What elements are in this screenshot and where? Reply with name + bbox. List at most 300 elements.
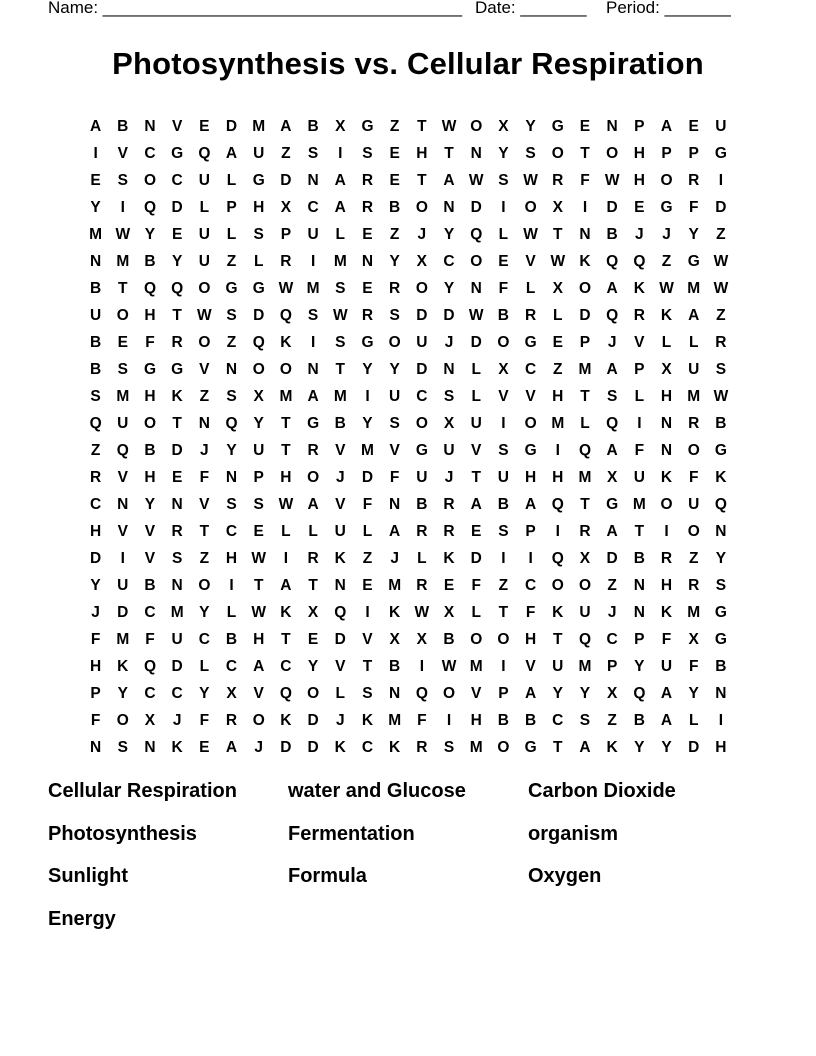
grid-letter[interactable]: O	[606, 145, 619, 162]
grid-letter[interactable]: N	[389, 685, 401, 702]
grid-letter[interactable]: V	[634, 334, 645, 351]
grid-letter[interactable]: H	[552, 388, 564, 405]
grid-letter[interactable]: Z	[226, 253, 237, 270]
grid-letter[interactable]: O	[497, 334, 510, 351]
grid-letter[interactable]: A	[334, 199, 346, 216]
grid-letter[interactable]: T	[172, 307, 182, 324]
grid-letter[interactable]: L	[688, 334, 699, 351]
grid-letter[interactable]: I	[338, 145, 343, 162]
grid-letter[interactable]: O	[687, 523, 700, 540]
grid-letter[interactable]: Y	[579, 685, 591, 702]
grid-letter[interactable]: Y	[688, 226, 699, 243]
grid-letter[interactable]: S	[389, 415, 400, 432]
grid-letter[interactable]: P	[226, 199, 237, 216]
grid-letter[interactable]: I	[310, 334, 316, 351]
grid-letter[interactable]: S	[498, 523, 509, 540]
grid-letter[interactable]: Z	[90, 442, 101, 459]
grid-letter[interactable]: R	[361, 172, 374, 189]
grid-letter[interactable]: I	[93, 145, 98, 162]
grid-letter[interactable]: D	[253, 307, 265, 324]
grid-letter[interactable]: L	[253, 253, 264, 270]
grid-letter[interactable]: O	[279, 361, 292, 378]
grid-letter[interactable]: Y	[307, 658, 319, 675]
grid-letter[interactable]: L	[471, 388, 481, 405]
grid-letter[interactable]: Q	[198, 145, 211, 162]
grid-letter[interactable]: O	[551, 577, 564, 594]
grid-letter[interactable]: O	[660, 496, 673, 513]
grid-letter[interactable]: A	[389, 523, 401, 540]
grid-letter[interactable]: I	[283, 550, 289, 567]
grid-letter[interactable]: U	[579, 604, 591, 621]
grid-letter[interactable]: G	[524, 442, 537, 459]
grid-letter[interactable]: W	[251, 604, 267, 621]
grid-letter[interactable]: B	[497, 712, 509, 729]
grid-letter[interactable]: D	[470, 334, 482, 351]
grid-letter[interactable]: O	[198, 334, 211, 351]
grid-letter[interactable]: V	[335, 658, 346, 675]
grid-letter[interactable]: L	[362, 523, 373, 540]
grid-letter[interactable]: T	[580, 496, 590, 513]
grid-letter[interactable]: B	[144, 442, 156, 459]
grid-letter[interactable]: V	[335, 442, 346, 459]
grid-letter[interactable]: P	[688, 145, 699, 162]
grid-letter[interactable]: F	[661, 631, 672, 648]
grid-letter[interactable]: U	[633, 469, 645, 486]
grid-letter[interactable]: S	[117, 172, 128, 189]
grid-letter[interactable]: L	[226, 226, 237, 243]
grid-letter[interactable]: X	[335, 118, 346, 135]
grid-letter[interactable]: C	[225, 523, 238, 540]
grid-letter[interactable]: F	[199, 712, 210, 729]
grid-letter[interactable]: K	[715, 469, 727, 486]
grid-letter[interactable]: F	[525, 604, 536, 621]
grid-letter[interactable]: H	[89, 658, 102, 675]
grid-letter[interactable]: R	[389, 280, 401, 297]
grid-letter[interactable]: I	[365, 388, 370, 405]
grid-letter[interactable]: C	[307, 199, 319, 216]
grid-letter[interactable]: I	[555, 442, 560, 459]
grid-letter[interactable]: S	[335, 280, 346, 297]
grid-letter[interactable]: O	[551, 145, 564, 162]
grid-letter[interactable]: Q	[116, 442, 129, 459]
grid-letter[interactable]: F	[145, 334, 155, 351]
grid-letter[interactable]: A	[606, 523, 618, 540]
grid-letter[interactable]: S	[606, 388, 618, 405]
grid-letter[interactable]: G	[687, 253, 700, 270]
grid-letter[interactable]: R	[443, 496, 455, 513]
grid-letter[interactable]: O	[198, 280, 211, 297]
grid-letter[interactable]: S	[525, 145, 536, 162]
grid-letter[interactable]: N	[307, 361, 319, 378]
grid-letter[interactable]: O	[388, 334, 401, 351]
grid-letter[interactable]: G	[714, 442, 727, 459]
grid-letter[interactable]: M	[687, 280, 701, 297]
grid-letter[interactable]: S	[362, 685, 373, 702]
grid-letter[interactable]: Q	[143, 280, 156, 297]
grid-letter[interactable]: A	[280, 118, 292, 135]
grid-letter[interactable]: U	[198, 253, 210, 270]
grid-letter[interactable]: B	[606, 226, 618, 243]
grid-letter[interactable]: D	[606, 550, 618, 567]
grid-letter[interactable]: H	[470, 712, 482, 729]
grid-letter[interactable]: F	[634, 442, 645, 459]
grid-letter[interactable]: U	[715, 118, 727, 135]
grid-letter[interactable]: Y	[552, 685, 563, 702]
grid-letter[interactable]: B	[307, 118, 319, 135]
grid-letter[interactable]: E	[579, 118, 591, 135]
grid-letter[interactable]: Q	[143, 658, 156, 675]
grid-letter[interactable]: Z	[226, 334, 237, 351]
grid-letter[interactable]: Z	[607, 712, 617, 729]
grid-letter[interactable]: L	[335, 685, 346, 702]
grid-letter[interactable]: I	[501, 199, 506, 216]
grid-letter[interactable]: N	[660, 442, 673, 459]
grid-letter[interactable]: M	[578, 658, 592, 675]
grid-letter[interactable]: P	[280, 226, 292, 243]
grid-letter[interactable]: Y	[117, 685, 128, 702]
grid-letter[interactable]: N	[443, 361, 455, 378]
grid-letter[interactable]: N	[660, 415, 673, 432]
grid-letter[interactable]: Q	[279, 685, 292, 702]
grid-letter[interactable]: M	[388, 712, 402, 729]
grid-letter[interactable]: I	[365, 604, 370, 621]
grid-letter[interactable]: V	[525, 658, 536, 675]
grid-letter[interactable]: B	[89, 334, 102, 351]
grid-letter[interactable]: H	[253, 631, 265, 648]
grid-letter[interactable]: K	[334, 550, 346, 567]
grid-letter[interactable]: P	[634, 118, 645, 135]
grid-letter[interactable]: H	[89, 523, 102, 540]
grid-letter[interactable]: W	[713, 253, 729, 270]
grid-letter[interactable]: K	[389, 604, 401, 621]
grid-letter[interactable]: X	[552, 280, 563, 297]
grid-letter[interactable]: L	[580, 415, 590, 432]
grid-letter[interactable]: O	[497, 739, 510, 756]
grid-letter[interactable]: J	[254, 739, 264, 756]
grid-letter[interactable]: W	[523, 172, 538, 189]
grid-letter[interactable]: I	[501, 550, 506, 567]
grid-letter[interactable]: N	[633, 604, 645, 621]
grid-letter[interactable]: G	[171, 361, 184, 378]
grid-letter[interactable]: L	[553, 307, 563, 324]
grid-letter[interactable]: R	[416, 577, 428, 594]
grid-letter[interactable]: F	[145, 631, 155, 648]
grid-letter[interactable]: Q	[470, 226, 483, 243]
grid-letter[interactable]: S	[226, 496, 237, 513]
grid-letter[interactable]: N	[579, 226, 591, 243]
grid-letter[interactable]: Q	[279, 307, 292, 324]
grid-letter[interactable]: O	[578, 577, 591, 594]
grid-letter[interactable]: O	[415, 415, 428, 432]
grid-letter[interactable]: G	[714, 631, 727, 648]
grid-letter[interactable]: A	[443, 172, 455, 189]
grid-letter[interactable]: E	[307, 631, 319, 648]
grid-letter[interactable]: R	[633, 307, 645, 324]
grid-letter[interactable]: Y	[443, 226, 455, 243]
grid-letter[interactable]: G	[714, 145, 727, 162]
grid-letter[interactable]: R	[225, 712, 238, 729]
grid-letter[interactable]: J	[335, 712, 345, 729]
grid-letter[interactable]: K	[633, 280, 645, 297]
grid-letter[interactable]: E	[199, 739, 210, 756]
grid-letter[interactable]: F	[389, 469, 400, 486]
grid-letter[interactable]: I	[310, 253, 316, 270]
grid-letter[interactable]: I	[229, 577, 234, 594]
grid-letter[interactable]: U	[470, 415, 482, 432]
grid-letter[interactable]: U	[688, 496, 700, 513]
grid-letter[interactable]: O	[252, 712, 265, 729]
grid-letter[interactable]: E	[199, 118, 210, 135]
grid-letter[interactable]: O	[252, 361, 265, 378]
grid-letter[interactable]: Q	[171, 280, 184, 297]
grid-letter[interactable]: I	[637, 415, 642, 432]
grid-letter[interactable]: A	[253, 658, 265, 675]
grid-letter[interactable]: M	[306, 280, 320, 297]
grid-letter[interactable]: M	[578, 361, 592, 378]
grid-letter[interactable]: W	[604, 172, 620, 189]
grid-letter[interactable]: Y	[634, 739, 645, 756]
grid-letter[interactable]: W	[523, 226, 538, 243]
grid-letter[interactable]: X	[226, 685, 237, 702]
grid-letter[interactable]: B	[89, 280, 102, 297]
grid-letter[interactable]: S	[171, 550, 183, 567]
grid-letter[interactable]: X	[661, 361, 672, 378]
grid-letter[interactable]: K	[660, 307, 673, 324]
grid-letter[interactable]: Y	[90, 199, 101, 216]
grid-letter[interactable]: Y	[688, 685, 699, 702]
grid-letter[interactable]: G	[660, 199, 673, 216]
grid-letter[interactable]: R	[416, 523, 428, 540]
grid-letter[interactable]: W	[278, 496, 294, 513]
grid-letter[interactable]: Q	[606, 415, 619, 432]
grid-letter[interactable]: Y	[715, 550, 727, 567]
grid-letter[interactable]: Z	[716, 226, 726, 243]
grid-letter[interactable]: D	[361, 469, 374, 486]
grid-letter[interactable]: I	[120, 199, 125, 216]
grid-letter[interactable]: M	[252, 118, 266, 135]
grid-letter[interactable]: T	[335, 361, 346, 378]
grid-letter[interactable]: C	[89, 496, 102, 513]
grid-letter[interactable]: M	[116, 631, 130, 648]
grid-letter[interactable]: Z	[389, 226, 400, 243]
grid-letter[interactable]: R	[524, 307, 537, 324]
grid-letter[interactable]: K	[660, 469, 673, 486]
grid-letter[interactable]: I	[419, 658, 424, 675]
grid-letter[interactable]: T	[553, 226, 563, 243]
grid-letter[interactable]: D	[688, 739, 700, 756]
grid-letter[interactable]: Y	[90, 577, 101, 594]
grid-letter[interactable]: X	[688, 631, 699, 648]
grid-letter[interactable]: N	[89, 739, 102, 756]
grid-letter[interactable]: V	[171, 118, 183, 135]
grid-letter[interactable]: D	[171, 658, 183, 675]
grid-letter[interactable]: J	[607, 334, 617, 351]
grid-letter[interactable]: A	[606, 280, 618, 297]
grid-letter[interactable]: O	[524, 415, 537, 432]
grid-letter[interactable]: T	[553, 631, 563, 648]
grid-letter[interactable]: S	[307, 145, 319, 162]
grid-letter[interactable]: A	[660, 712, 673, 729]
grid-letter[interactable]: G	[143, 361, 156, 378]
grid-letter[interactable]: O	[415, 199, 428, 216]
grid-letter[interactable]: Y	[389, 253, 400, 270]
grid-letter[interactable]: Y	[199, 685, 210, 702]
grid-letter[interactable]: U	[443, 442, 455, 459]
grid-letter[interactable]: D	[225, 118, 238, 135]
grid-letter[interactable]: Q	[606, 253, 619, 270]
grid-letter[interactable]: Q	[633, 253, 646, 270]
grid-letter[interactable]: D	[280, 739, 292, 756]
grid-letter[interactable]: Y	[171, 253, 183, 270]
grid-letter[interactable]: B	[524, 712, 537, 729]
grid-letter[interactable]: J	[444, 469, 454, 486]
grid-letter[interactable]: K	[171, 388, 183, 405]
grid-letter[interactable]: Q	[633, 685, 646, 702]
grid-letter[interactable]: K	[117, 658, 129, 675]
grid-letter[interactable]: V	[471, 685, 482, 702]
grid-letter[interactable]: M	[632, 496, 646, 513]
grid-letter[interactable]: Q	[252, 334, 265, 351]
grid-letter[interactable]: E	[171, 226, 183, 243]
grid-letter[interactable]: C	[144, 145, 156, 162]
grid-letter[interactable]: S	[715, 577, 727, 594]
grid-letter[interactable]: T	[580, 145, 590, 162]
grid-letter[interactable]: W	[414, 604, 430, 621]
grid-letter[interactable]: C	[171, 172, 183, 189]
grid-letter[interactable]: J	[172, 712, 182, 729]
grid-letter[interactable]: M	[333, 253, 347, 270]
grid-letter[interactable]: M	[469, 658, 483, 675]
grid-letter[interactable]: R	[579, 523, 591, 540]
grid-letter[interactable]: F	[417, 712, 427, 729]
grid-letter[interactable]: L	[661, 334, 672, 351]
grid-letter[interactable]: W	[441, 658, 457, 675]
grid-letter[interactable]: Z	[362, 550, 373, 567]
grid-letter[interactable]: E	[443, 577, 455, 594]
grid-letter[interactable]: D	[307, 712, 319, 729]
grid-letter[interactable]: V	[117, 523, 128, 540]
grid-letter[interactable]: B	[144, 577, 156, 594]
grid-letter[interactable]: K	[280, 334, 292, 351]
grid-letter[interactable]: O	[470, 253, 483, 270]
grid-letter[interactable]: C	[198, 631, 210, 648]
grid-letter[interactable]: J	[444, 334, 454, 351]
grid-letter[interactable]: X	[416, 631, 428, 648]
grid-letter[interactable]: S	[226, 307, 237, 324]
grid-letter[interactable]: I	[501, 415, 506, 432]
grid-letter[interactable]: Y	[362, 361, 373, 378]
grid-letter[interactable]: Q	[225, 415, 238, 432]
grid-letter[interactable]: P	[606, 658, 618, 675]
grid-letter[interactable]: G	[551, 118, 564, 135]
grid-letter[interactable]: Y	[253, 415, 264, 432]
grid-letter[interactable]: Y	[443, 280, 455, 297]
grid-letter[interactable]: F	[688, 469, 699, 486]
grid-letter[interactable]: S	[253, 496, 264, 513]
grid-letter[interactable]: V	[335, 496, 346, 513]
grid-letter[interactable]: I	[582, 199, 588, 216]
grid-letter[interactable]: B	[633, 550, 645, 567]
grid-letter[interactable]: N	[171, 577, 183, 594]
grid-letter[interactable]: W	[713, 388, 729, 405]
grid-letter[interactable]: K	[334, 739, 346, 756]
grid-letter[interactable]: I	[528, 550, 533, 567]
grid-letter[interactable]: N	[198, 415, 210, 432]
grid-letter[interactable]: M	[333, 388, 347, 405]
grid-letter[interactable]: U	[198, 226, 210, 243]
grid-letter[interactable]: O	[660, 172, 673, 189]
grid-letter[interactable]: O	[415, 280, 428, 297]
grid-letter[interactable]: H	[715, 739, 727, 756]
grid-letter[interactable]: F	[580, 172, 590, 189]
grid-letter[interactable]: T	[417, 118, 427, 135]
grid-letter[interactable]: Y	[498, 145, 509, 162]
grid-letter[interactable]: Q	[89, 415, 102, 432]
grid-letter[interactable]: Q	[143, 199, 156, 216]
grid-letter[interactable]: B	[334, 415, 346, 432]
grid-letter[interactable]: N	[171, 496, 183, 513]
grid-letter[interactable]: N	[389, 496, 401, 513]
grid-letter[interactable]: D	[443, 307, 455, 324]
grid-letter[interactable]: D	[715, 199, 727, 216]
grid-letter[interactable]: Y	[144, 496, 156, 513]
grid-letter[interactable]: P	[253, 469, 264, 486]
grid-letter[interactable]: G	[307, 415, 320, 432]
grid-letter[interactable]: W	[468, 172, 484, 189]
grid-letter[interactable]: D	[171, 199, 183, 216]
grid-letter[interactable]: S	[226, 388, 237, 405]
grid-letter[interactable]: L	[308, 523, 318, 540]
grid-letter[interactable]: I	[446, 712, 452, 729]
grid-letter[interactable]: U	[416, 334, 428, 351]
grid-letter[interactable]: K	[660, 604, 673, 621]
grid-letter[interactable]: C	[280, 658, 292, 675]
grid-letter[interactable]: H	[660, 388, 673, 405]
grid-letter[interactable]: R	[89, 469, 102, 486]
grid-letter[interactable]: B	[715, 658, 727, 675]
grid-letter[interactable]: U	[253, 145, 265, 162]
grid-letter[interactable]: Z	[281, 145, 291, 162]
grid-letter[interactable]: H	[416, 145, 428, 162]
grid-letter[interactable]: U	[334, 523, 346, 540]
grid-letter[interactable]: B	[144, 253, 156, 270]
grid-letter[interactable]: G	[171, 145, 184, 162]
grid-letter[interactable]: E	[389, 172, 400, 189]
grid-letter[interactable]: Z	[389, 118, 400, 135]
grid-letter[interactable]: K	[389, 739, 401, 756]
grid-letter[interactable]: R	[416, 739, 428, 756]
grid-letter[interactable]: Q	[606, 307, 619, 324]
grid-letter[interactable]: N	[225, 361, 238, 378]
grid-letter[interactable]: A	[280, 577, 292, 594]
grid-letter[interactable]: P	[579, 334, 591, 351]
grid-letter[interactable]: K	[443, 550, 455, 567]
grid-letter[interactable]: P	[634, 361, 645, 378]
grid-letter[interactable]: Q	[415, 685, 428, 702]
grid-letter[interactable]: E	[552, 334, 563, 351]
grid-letter[interactable]: A	[524, 685, 537, 702]
grid-letter[interactable]: E	[634, 199, 645, 216]
grid-letter[interactable]: O	[116, 307, 129, 324]
grid-letter[interactable]: N	[117, 496, 129, 513]
grid-letter[interactable]: X	[606, 469, 618, 486]
grid-letter[interactable]: J	[91, 604, 100, 621]
grid-letter[interactable]: C	[144, 604, 156, 621]
grid-letter[interactable]: O	[470, 631, 483, 648]
grid-letter[interactable]: L	[199, 658, 210, 675]
grid-letter[interactable]: U	[552, 658, 564, 675]
grid-letter[interactable]: E	[471, 523, 482, 540]
